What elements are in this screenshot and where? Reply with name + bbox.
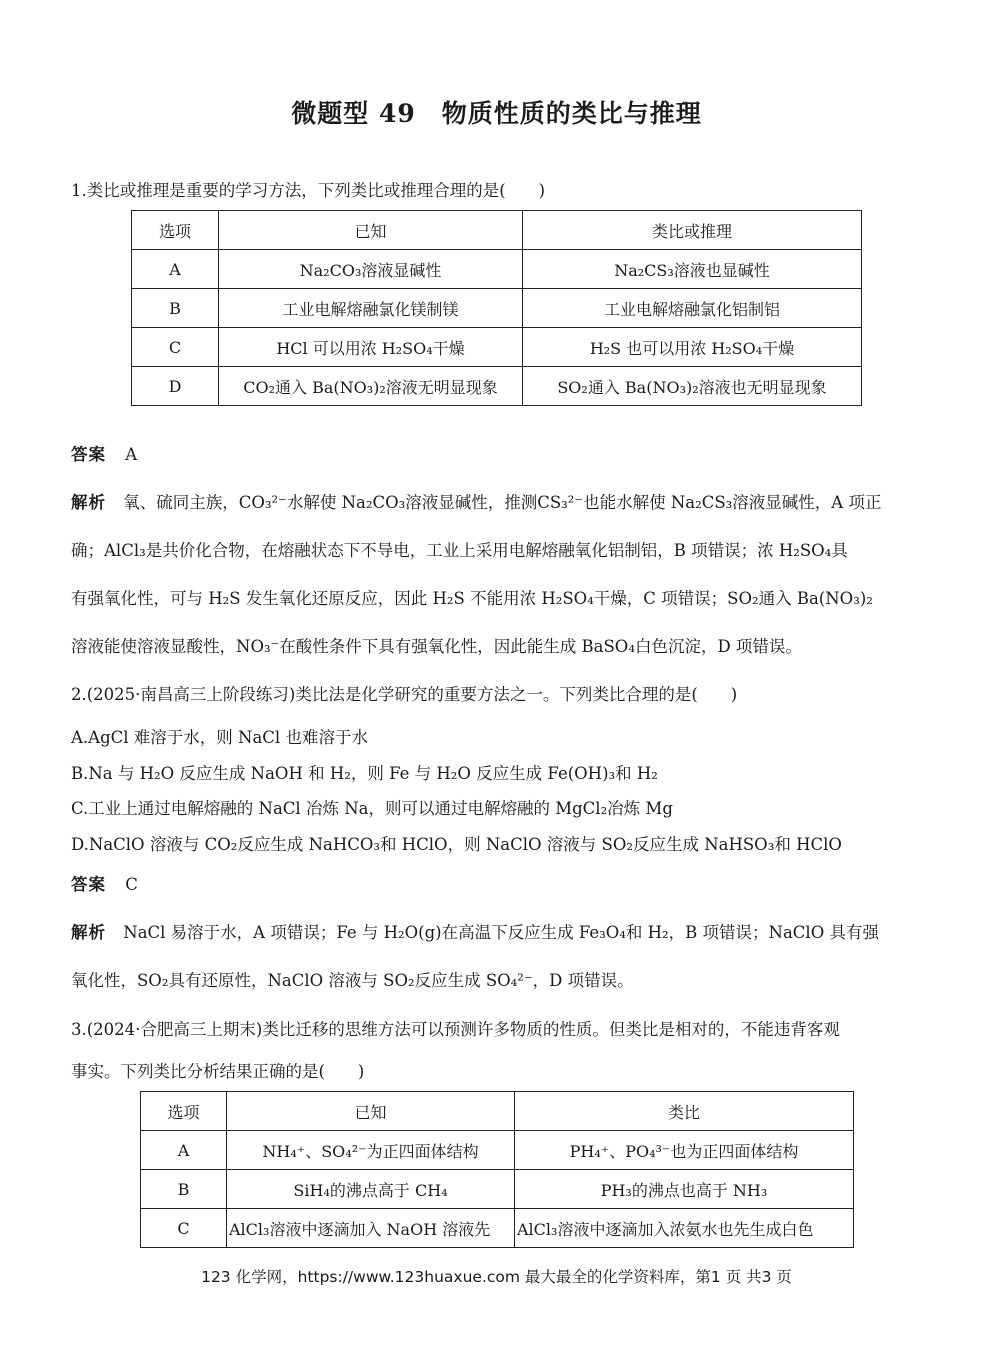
table-row bbox=[141, 1209, 854, 1248]
header-cell: 选项 bbox=[141, 1092, 227, 1131]
analog-cell: PH₄⁺、PO₄³⁻也为正四面体结构 bbox=[515, 1131, 854, 1170]
q2-stem: 2.(2025·南昌高三上阶段练习)类比法是化学研究的重要方法之一。下列类比合理的是( ) bbox=[71, 685, 738, 704]
q2-option-a: A.AgCl 难溶于水，则 NaCl 也难溶于水 bbox=[71, 728, 368, 747]
analysis-text: 氧、硫同主族，CO₃²⁻水解使 Na₂CO₃溶液显碱性，推测CS₃²⁻也能水解使 Na₂CS₃溶液显碱性，A 项正 bbox=[123, 493, 882, 512]
table-row bbox=[141, 1131, 854, 1170]
q2-option-d: D.NaClO 溶液与 CO₂反应生成 NaHCO₃和 HClO，则 NaClO 溶液与 SO₂反应生成 NaHSO₃和 HClO bbox=[71, 835, 842, 854]
page-footer: 123 化学网，https://www.123huaxue.com 最大最全的化学资料库，第1 页 共3 页 bbox=[201, 1268, 792, 1286]
table-row bbox=[132, 367, 862, 406]
analysis-text: NaCl 易溶于水，A 项错误；Fe 与 H₂O(g)在高温下反应生成 Fe₃O₄和 H₂，B 项错误；NaClO 具有强 bbox=[123, 923, 879, 942]
q1-table bbox=[131, 210, 862, 406]
table-header-row bbox=[132, 211, 862, 250]
known-cell: 工业电解熔融氯化镁制镁 bbox=[219, 289, 523, 328]
q2-option-c: C.工业上通过电解熔融的 NaCl 冶炼 Na，则可以通过电解熔融的 MgCl₂冶炼 Mg bbox=[71, 799, 673, 818]
known-cell: HCl 可以用浓 H₂SO₄干燥 bbox=[219, 328, 523, 367]
option-cell: A bbox=[132, 250, 219, 289]
q2-analysis-line: 氧化性，SO₂具有还原性，NaClO 溶液与 SO₂反应生成 SO₄²⁻，D 项错误。 bbox=[71, 971, 634, 990]
q1-analysis-line: 确；AlCl₃是共价化合物，在熔融状态下不导电，工业上采用电解熔融氧化铝制铝，B 项错误；浓 H₂SO₄具 bbox=[71, 541, 848, 560]
analysis-label: 解析 bbox=[71, 923, 106, 942]
option-cell: C bbox=[141, 1209, 227, 1248]
analysis-label: 解析 bbox=[71, 493, 106, 512]
answer-value: C bbox=[125, 875, 138, 894]
known-cell: NH₄⁺、SO₄²⁻为正四面体结构 bbox=[227, 1131, 515, 1170]
analog-cell: Na₂CS₃溶液也显碱性 bbox=[523, 250, 862, 289]
answer-label: 答案 bbox=[71, 445, 106, 464]
option-cell: B bbox=[132, 289, 219, 328]
option-cell: A bbox=[141, 1131, 227, 1170]
answer-value: A bbox=[125, 445, 138, 464]
q2-option-b: B.Na 与 H₂O 反应生成 NaOH 和 H₂，则 Fe 与 H₂O 反应生成 Fe(OH)₃和 H₂ bbox=[71, 764, 658, 783]
table-row bbox=[132, 328, 862, 367]
option-cell: C bbox=[132, 328, 219, 367]
q1-answer bbox=[71, 441, 137, 465]
q3-stem-line: 3.(2024·合肥高三上期末)类比迁移的思维方法可以预测许多物质的性质。但类比是相对的，不能违背客观 bbox=[71, 1020, 840, 1039]
page-title: 微题型 49 物质性质的类比与推理 bbox=[291, 99, 702, 128]
known-cell: AlCl₃溶液中逐滴加入 NaOH 溶液先 bbox=[227, 1209, 515, 1248]
q1-analysis-line: 溶液能使溶液显酸性，NO₃⁻在酸性条件下具有强氧化性，因此能生成 BaSO₄白色沉淀，D 项错误。 bbox=[71, 637, 802, 656]
answer-label: 答案 bbox=[71, 875, 106, 894]
header-cell: 类比或推理 bbox=[523, 211, 862, 250]
header-cell: 已知 bbox=[219, 211, 523, 250]
q1-analysis-line: 有强氧化性，可与 H₂S 发生氧化还原反应，因此 H₂S 不能用浓 H₂SO₄干燥，C 项错误；SO₂通入 Ba(NO₃)₂ bbox=[71, 589, 873, 608]
table-row bbox=[132, 289, 862, 328]
table-header-row bbox=[141, 1092, 854, 1131]
header-cell: 选项 bbox=[132, 211, 219, 250]
q1-stem: 1.类比或推理是重要的学习方法，下列类比或推理合理的是( ) bbox=[71, 181, 546, 200]
table-row bbox=[132, 250, 862, 289]
q3-stem-line: 事实。下列类比分析结果正确的是( ) bbox=[71, 1062, 365, 1081]
option-cell: B bbox=[141, 1170, 227, 1209]
analog-cell: AlCl₃溶液中逐滴加入浓氨水也先生成白色 bbox=[515, 1209, 854, 1248]
q2-analysis-line bbox=[71, 919, 879, 943]
analog-cell: PH₃的沸点也高于 NH₃ bbox=[515, 1170, 854, 1209]
analog-cell: 工业电解熔融氯化铝制铝 bbox=[523, 289, 862, 328]
header-cell: 类比 bbox=[515, 1092, 854, 1131]
q1-analysis-line bbox=[71, 489, 881, 513]
analog-cell: H₂S 也可以用浓 H₂SO₄干燥 bbox=[523, 328, 862, 367]
header-cell: 已知 bbox=[227, 1092, 515, 1131]
q3-table bbox=[140, 1091, 854, 1248]
known-cell: CO₂通入 Ba(NO₃)₂溶液无明显现象 bbox=[219, 367, 523, 406]
known-cell: Na₂CO₃溶液显碱性 bbox=[219, 250, 523, 289]
q2-answer bbox=[71, 871, 138, 895]
analog-cell: SO₂通入 Ba(NO₃)₂溶液也无明显现象 bbox=[523, 367, 862, 406]
table-row bbox=[141, 1170, 854, 1209]
option-cell: D bbox=[132, 367, 219, 406]
known-cell: SiH₄的沸点高于 CH₄ bbox=[227, 1170, 515, 1209]
